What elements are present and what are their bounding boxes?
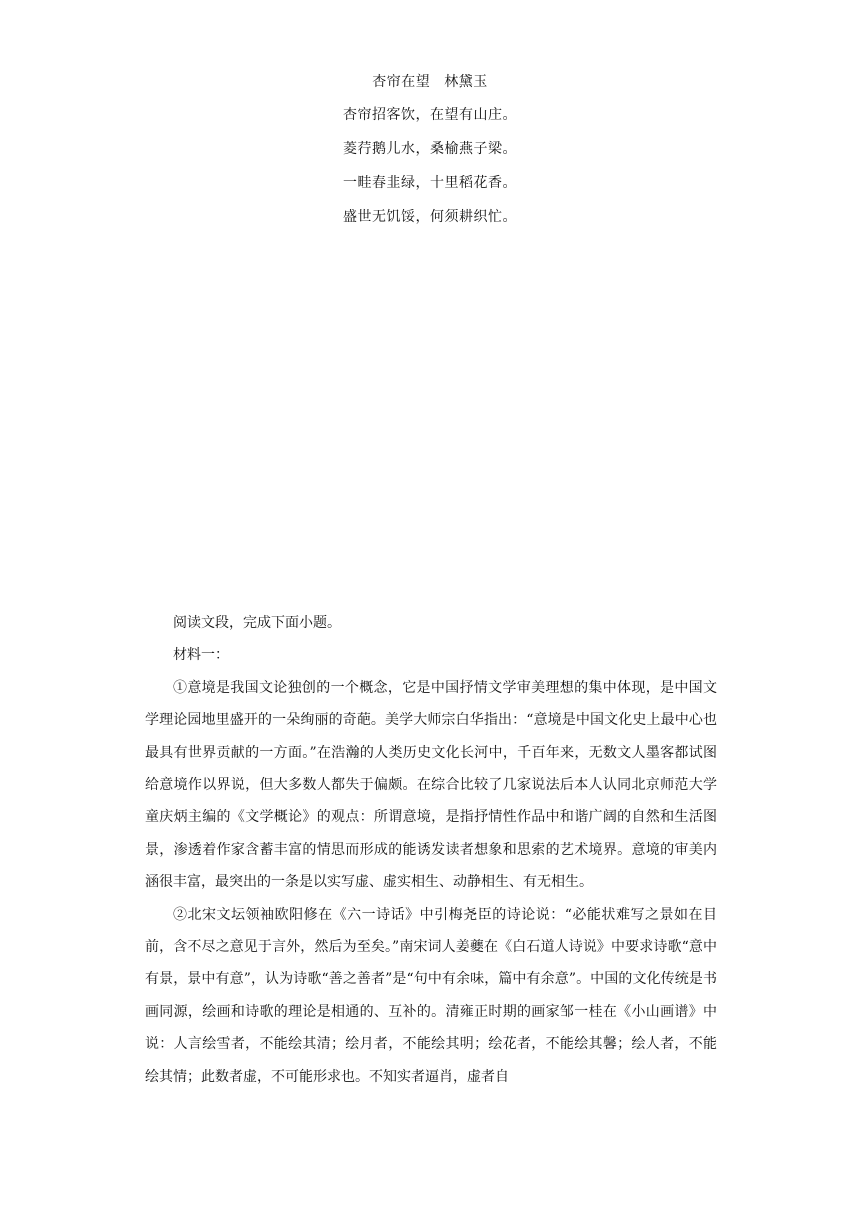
poem-title: 杏帘在望 (372, 74, 431, 90)
poem-heading (0, 70, 860, 103)
poem (0, 70, 860, 239)
reading-passage (145, 607, 717, 1093)
poem-line: 一畦春韭绿，十里稻花香。 (343, 175, 517, 191)
material-label: 材料一： (173, 647, 229, 664)
poem-line: 杏帘招客饮，在望有山庄。 (343, 107, 517, 123)
paragraph-1: ①意境是我国文论独创的一个概念，它是中国抒情文学审美理想的集中体现，是中国文学理论园地里盛开的一朵绚丽的奇葩。美学大师宗白华指出：“意境是中国文化史上最中心也最具有世界贡献的一方面。”在浩瀚的人类历史文化长河中，千百年来，无数文人墨客都试图给意境作以界说，但大多数人都失于偏颇。在综合比较了几家说法后本人认同北京师范大学童庆炳主编的《文学概论》的观点：所谓意境，是指抒情性作品中和谐广阔的自然和生活图景，渗透着作家含蓄丰富的情思而形成的能诱发读者想象和思索的艺术境界。意境的审美内涵很丰富，最突出的一条是以实写虚、虚实相生、动静相生、有无相生。 (145, 679, 717, 891)
paragraph-2: ②北宋文坛领袖欧阳修在《六一诗话》中引梅尧臣的诗论说：“必能状难写之景如在目前，含不尽之意见于言外，然后为至矣。”南宋词人姜夔在《白石道人诗说》中要求诗歌“意中有景，景中有意”，认为诗歌“善之善者”是“句中有余味，篇中有余意”。中国的文化传统是书画同源，绘画和诗歌的理论是相通的、互补的。清雍正时期的画家邹一桂在《小山画谱》中说：人言绘雪者，不能绘其清；绘月者，不能绘其明；绘花者，不能绘其馨；绘人者，不能绘其情；此数者虚，不可能形求也。不知实者逼肖，虚者自 (145, 906, 717, 1085)
poem-author: 林黛玉 (444, 74, 488, 90)
reading-instruction: 阅读文段，完成下面小题。 (173, 615, 341, 631)
poem-line: 菱荇鹅儿水，桑榆燕子梁。 (343, 141, 517, 157)
poem-line: 盛世无饥馁，何须耕织忙。 (343, 209, 517, 225)
